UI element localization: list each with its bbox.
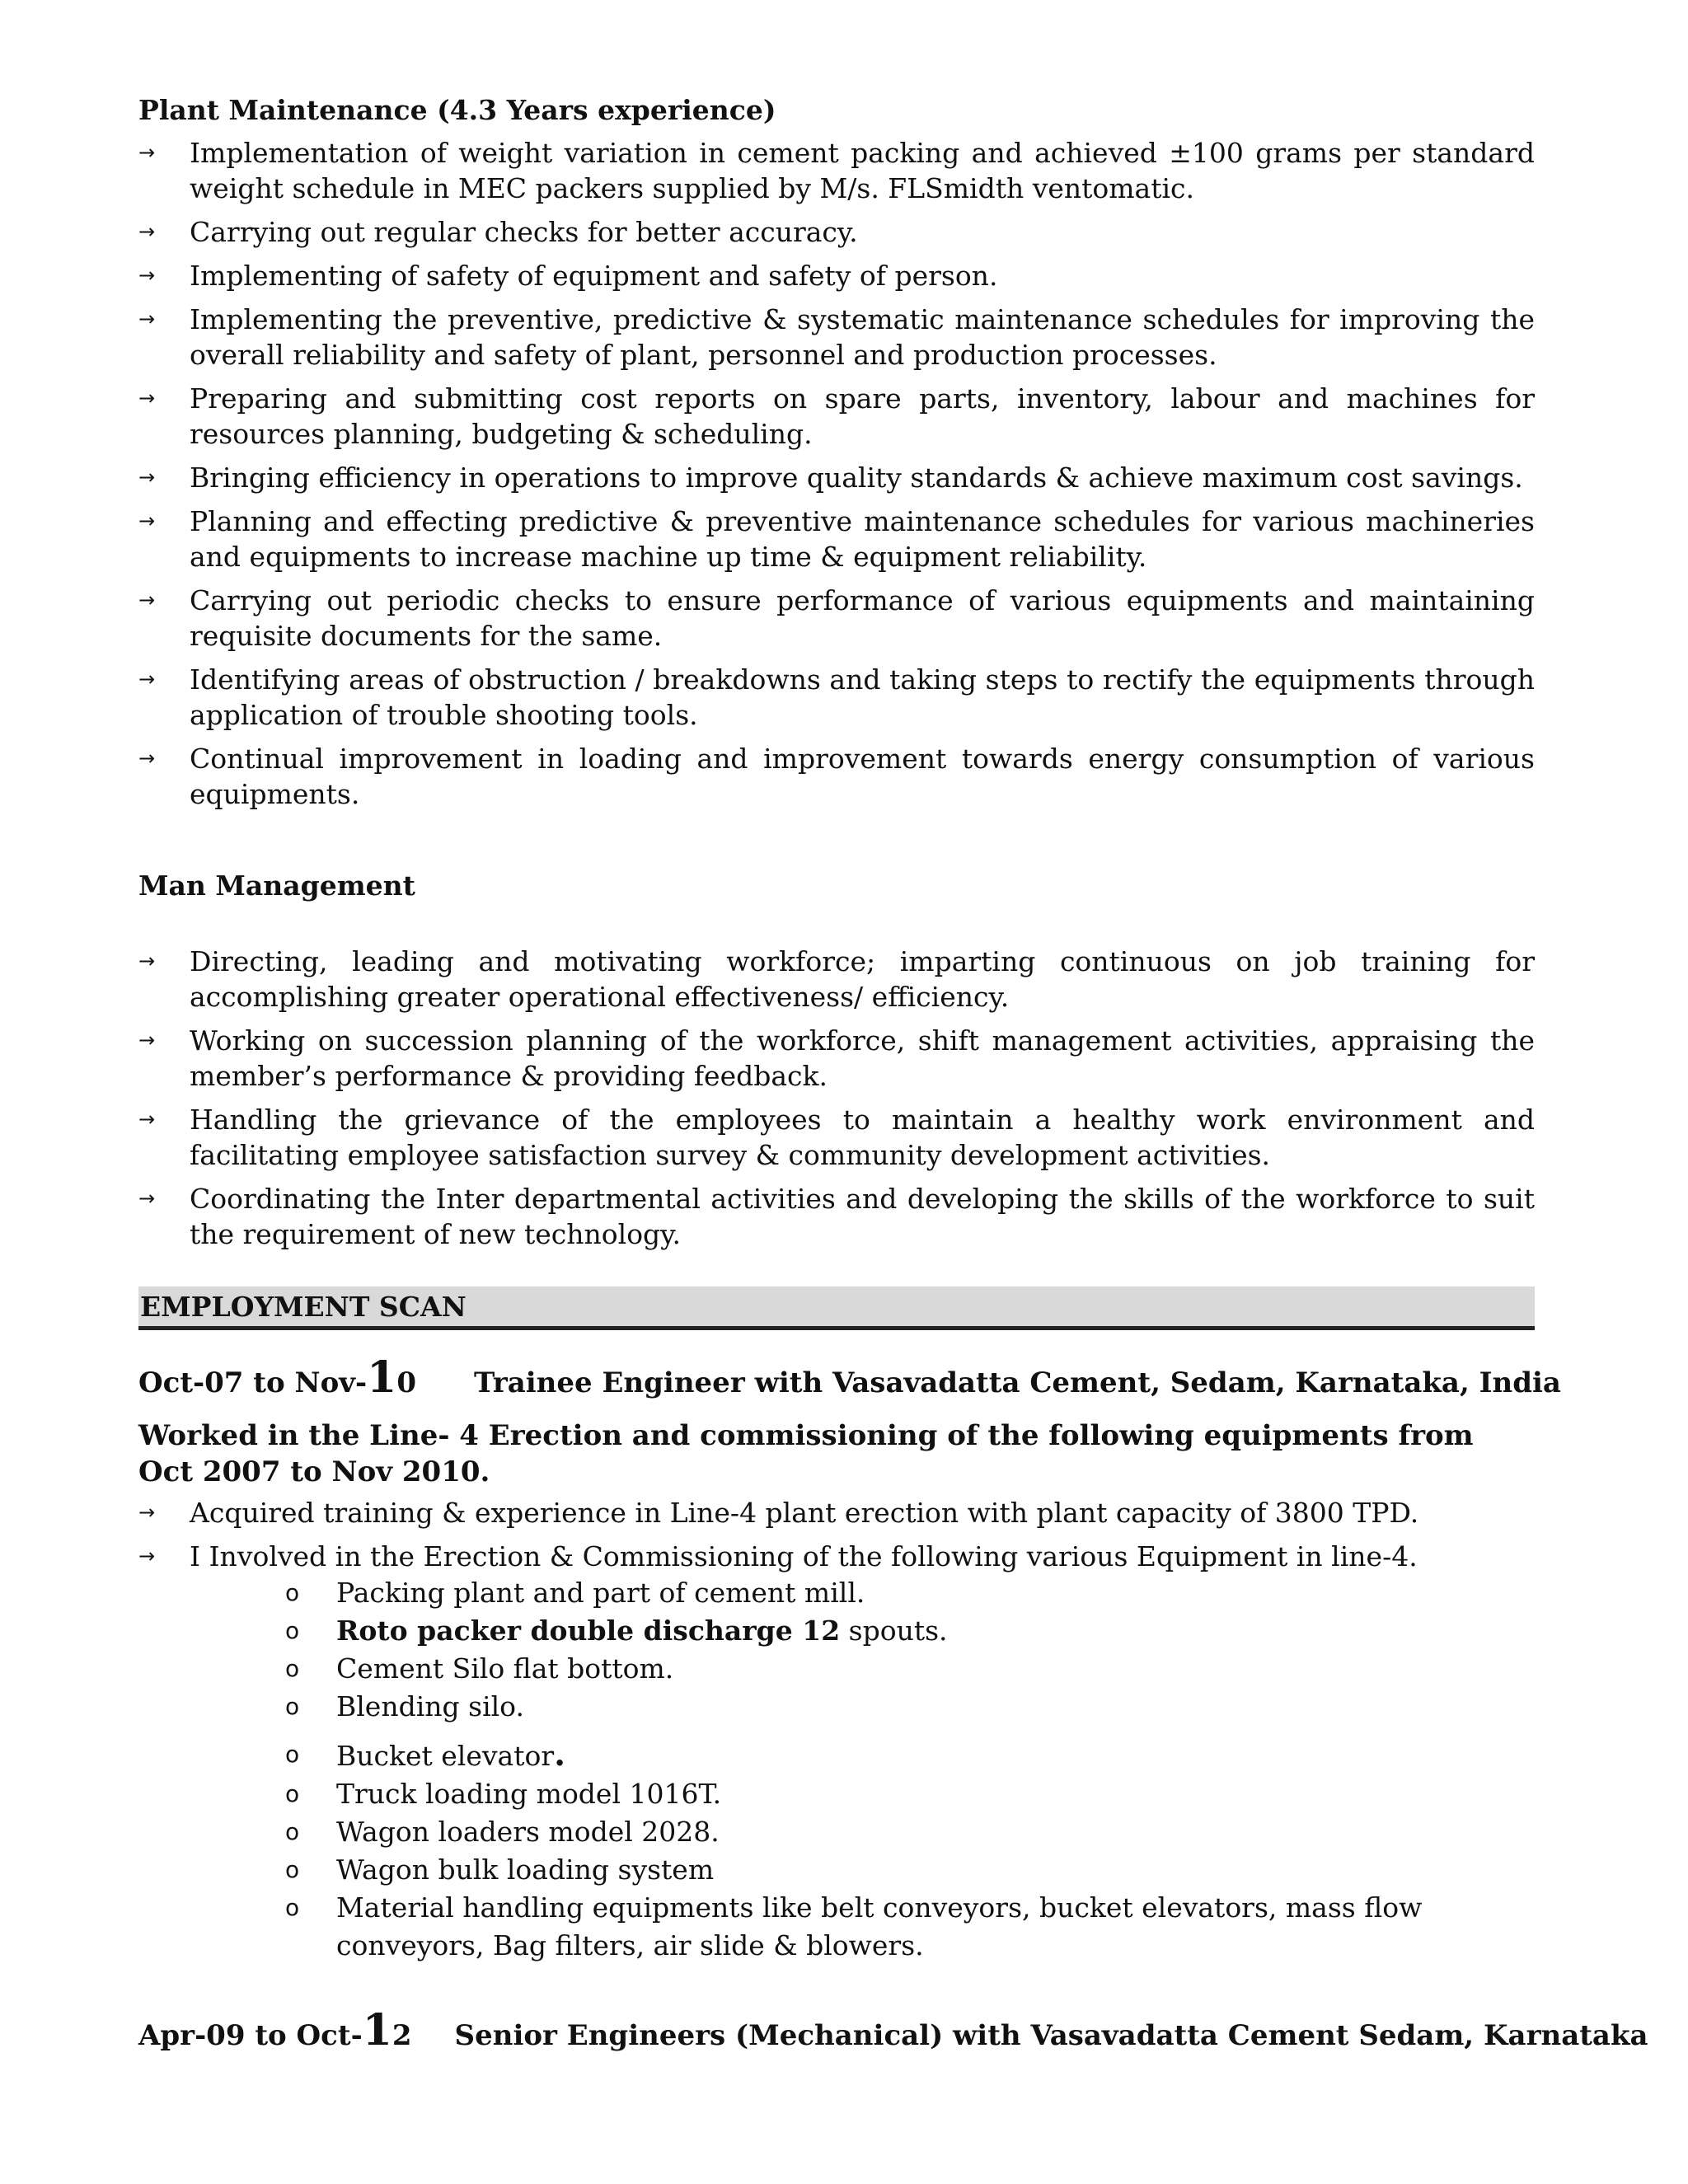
list-item: → Preparing and submitting cost reports on spare parts, inventory, labour and machines for resources planning, budgeting & scheduling. xyxy=(138,382,1535,450)
arrow-bullet-icon: → xyxy=(138,509,156,532)
arrow-bullet-icon: → xyxy=(138,141,156,164)
arrow-bullet-icon: → xyxy=(138,668,156,691)
equipment-sub-list xyxy=(138,1574,1535,1965)
job1-period: Oct-07 to Nov-10 xyxy=(138,1352,416,1403)
employment-scan-heading: EMPLOYMENT SCAN xyxy=(138,1286,1535,1330)
list-item: → Bringing efficiency in operations to improve quality standards & achieve maximum cost savings. xyxy=(138,462,1523,494)
list-item: → I Involved in the Erection & Commissioning of the following various Equipment in line-4. xyxy=(138,1540,1418,1572)
circle-bullet-icon: o xyxy=(285,1655,300,1682)
list-item: o Truck loading model 1016T. xyxy=(285,1775,1535,1813)
job1-header xyxy=(138,1352,1561,1403)
arrow-bullet-icon: → xyxy=(138,1501,156,1524)
list-item: → Carrying out regular checks for better accuracy. xyxy=(138,216,858,248)
spacer xyxy=(138,820,1535,868)
list-item: → Handling the grievance of the employees to maintain a healthy work environment and facilitating employee satisfaction survey & community development activities. xyxy=(138,1104,1535,1171)
job1-intro: Worked in the Line- 4 Erection and commissioning of the following equipments from Oct 2007 to Nov 2010. xyxy=(138,1419,1474,1488)
arrow-bullet-icon: → xyxy=(138,1544,156,1568)
job2-title: Senior Engineers (Mechanical) with Vasavadatta Cement Sedam, Karnataka xyxy=(454,2019,1648,2052)
resume-page xyxy=(138,92,1648,2055)
plant-maintenance-list xyxy=(138,135,1535,812)
list-item: o Cement Silo flat bottom. xyxy=(285,1650,1535,1688)
arrow-bullet-icon: → xyxy=(138,949,156,972)
circle-bullet-icon: o xyxy=(285,1741,300,1768)
arrow-bullet-icon: → xyxy=(138,1029,156,1052)
arrow-bullet-icon: → xyxy=(138,264,156,287)
circle-bullet-icon: o xyxy=(285,1856,300,1883)
list-item: o Bucket elevator. xyxy=(285,1735,566,1774)
circle-bullet-icon: o xyxy=(285,1617,300,1644)
list-item: o Wagon bulk loading system xyxy=(285,1851,1535,1889)
list-item: → Directing, leading and motivating workforce; imparting continuous on job training for accomplishing greater operational effectiveness/ efficiency. xyxy=(138,945,1535,1013)
arrow-bullet-icon: → xyxy=(138,1108,156,1131)
list-item: o Material handling equipments like belt conveyors, bucket elevators, mass flow conveyors, Bag filters, air slide & blowers. xyxy=(285,1889,1535,1965)
circle-bullet-icon: o xyxy=(285,1780,300,1807)
arrow-bullet-icon: → xyxy=(138,747,156,770)
job2-period: Apr-09 to Oct-12 xyxy=(138,2005,412,2055)
list-item: → Continual improvement in loading and improvement towards energy consumption of various equipments. xyxy=(138,743,1535,810)
list-item: → Acquired training & experience in Line-4 plant erection with plant capacity of 3800 TPD. xyxy=(138,1497,1419,1529)
circle-bullet-icon: o xyxy=(285,1818,300,1845)
list-item: → Coordinating the Inter departmental activities and developing the skills of the workforce to suit the requirement of new technology. xyxy=(138,1183,1535,1250)
plant-maintenance-heading: Plant Maintenance (4.3 Years experience) xyxy=(138,94,776,126)
arrow-bullet-icon: → xyxy=(138,588,156,612)
list-item: o Wagon loaders model 2028. xyxy=(285,1813,1535,1851)
arrow-bullet-icon: → xyxy=(138,466,156,489)
spacer xyxy=(138,904,1535,937)
circle-bullet-icon: o xyxy=(285,1579,300,1606)
list-item: → Identifying areas of obstruction / breakdowns and taking steps to rectify the equipments through application of trouble shooting tools. xyxy=(138,663,1535,731)
list-item: → Planning and effecting predictive & preventive maintenance schedules for various machineries and equipments to increase machine up time & equipment reliability. xyxy=(138,505,1535,573)
man-management-heading: Man Management xyxy=(138,869,415,902)
list-item: → Carrying out periodic checks to ensure performance of various equipments and maintaining requisite documents for the same. xyxy=(138,584,1535,652)
arrow-bullet-icon: → xyxy=(138,387,156,410)
arrow-bullet-icon: → xyxy=(138,220,156,243)
list-item: o Packing plant and part of cement mill. xyxy=(285,1574,1535,1612)
list-item: o Roto packer double discharge 12 spouts. xyxy=(285,1612,1535,1650)
job2-header xyxy=(138,2005,1648,2055)
arrow-bullet-icon: → xyxy=(138,307,156,330)
list-item: → Implementation of weight variation in cement packing and achieved ±100 grams per standard weight schedule in MEC packers supplied by M/s. FLSmidth ventomatic. xyxy=(138,137,1535,204)
job1-list xyxy=(138,1495,1535,1574)
list-item: o Blending silo. xyxy=(285,1688,1535,1726)
circle-bullet-icon: o xyxy=(285,1693,300,1720)
arrow-bullet-icon: → xyxy=(138,1187,156,1210)
job1-title: Trainee Engineer with Vasavadatta Cement, Sedam, Karnataka, India xyxy=(474,1366,1561,1399)
list-item: → Implementing the preventive, predictive & systematic maintenance schedules for improving the overall reliability and safety of plant, personnel and production processes. xyxy=(138,303,1535,371)
circle-bullet-icon: o xyxy=(285,1894,300,1921)
man-management-list xyxy=(138,944,1535,1252)
list-item: → Implementing of safety of equipment and safety of person. xyxy=(138,260,998,292)
list-item: → Working on succession planning of the workforce, shift management activities, appraising the member’s performance & providing feedback. xyxy=(138,1024,1535,1092)
